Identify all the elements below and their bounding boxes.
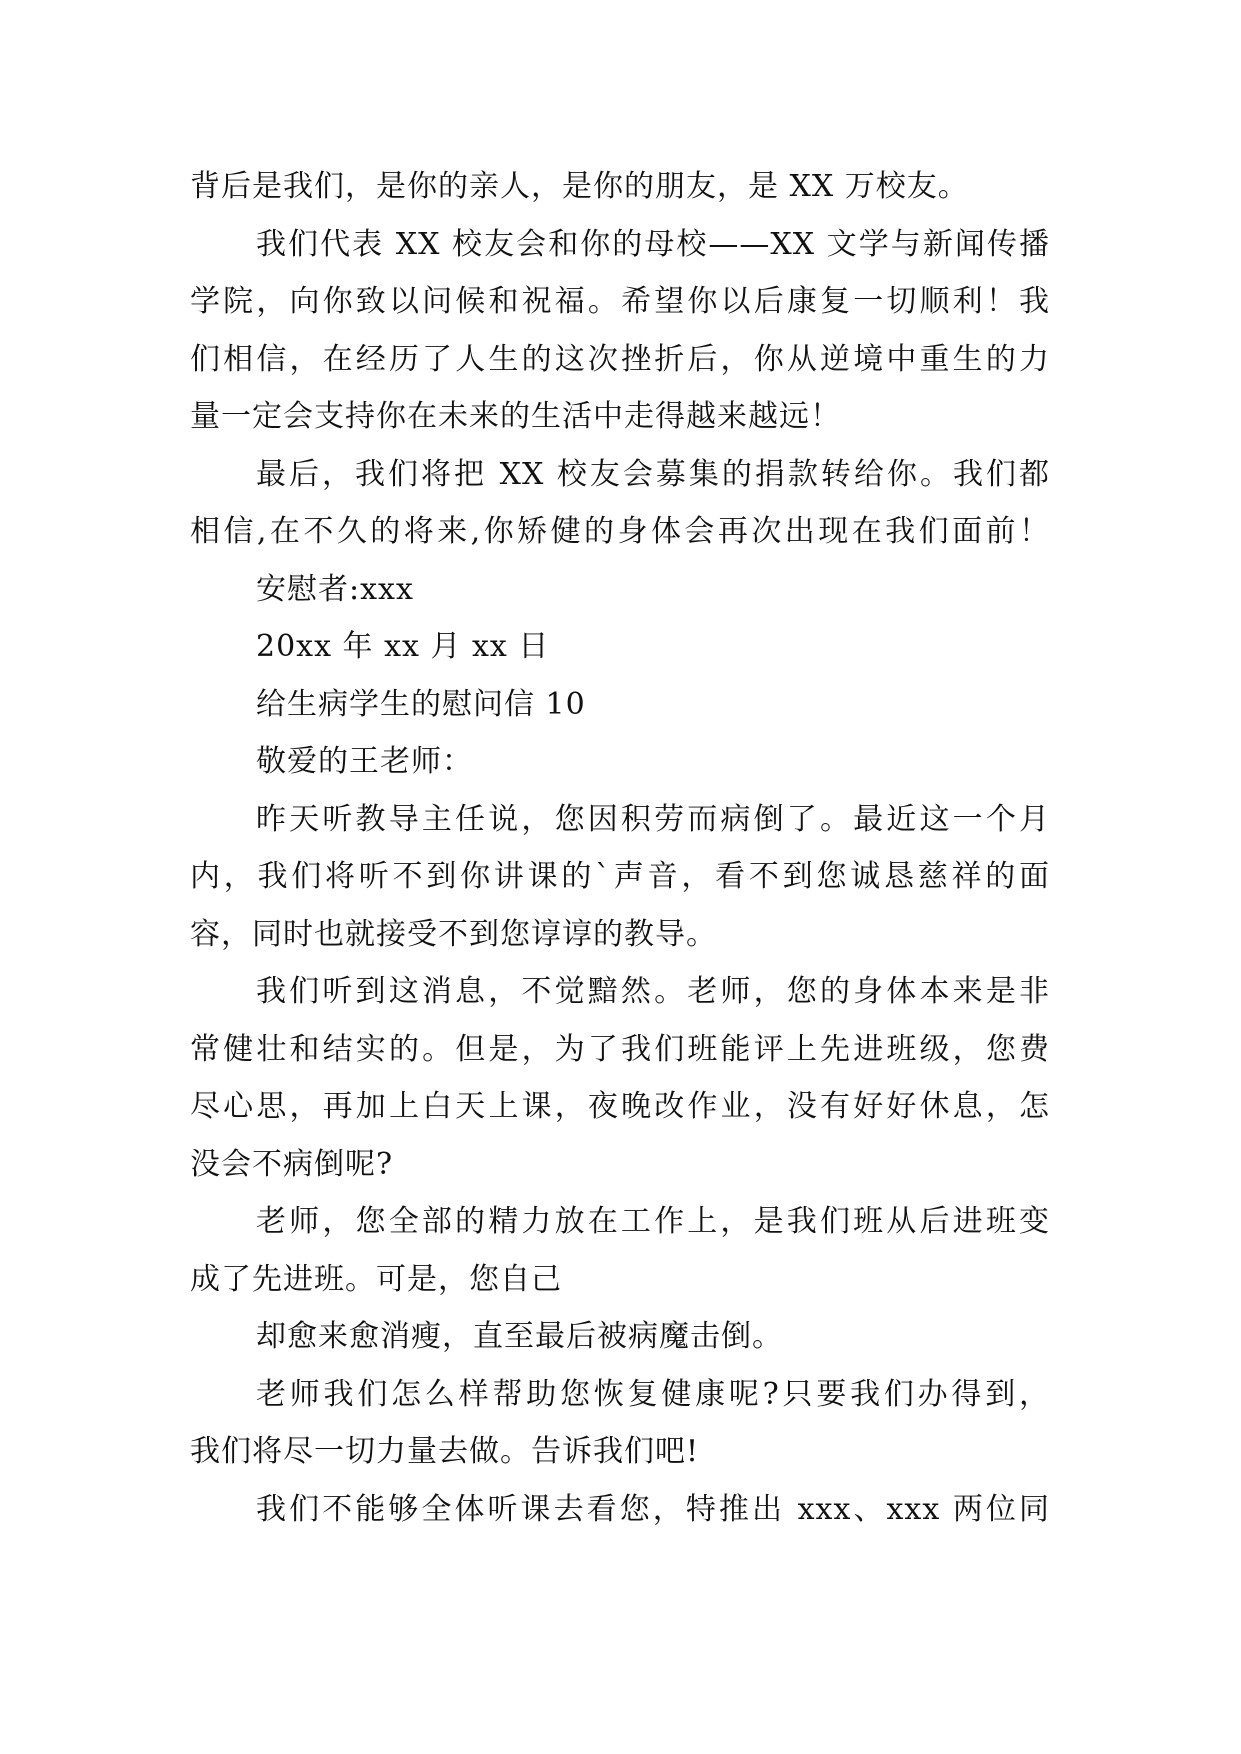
text-line: 我们代表 XX 校友会和你的母校——XX 文学与新闻传播 bbox=[256, 226, 1050, 262]
text-line: 量一定会支持你在未来的生活中走得越来越远！ bbox=[190, 399, 841, 434]
text-line: 老师我们怎么样帮助您恢复健康呢?只要我们办得到， bbox=[256, 1376, 1050, 1412]
text-line: 我们听到这消息，不觉黯然。老师，您的身体本来是非 bbox=[256, 974, 1050, 1009]
text-line: 内，我们将听不到你讲课的`声音，看不到您诚恳慈祥的面 bbox=[190, 859, 1050, 894]
text-line: 20xx 年 xx 月 xx 日 bbox=[256, 629, 550, 664]
text-line: 没会不病倒呢? bbox=[190, 1146, 394, 1182]
text-line: 容，同时也就接受不到您谆谆的教导。 bbox=[190, 916, 717, 952]
text-line: 相信,在不久的将来,你矫健的身体会再次出现在我们面前！ bbox=[190, 514, 1050, 549]
text-line: 安慰者:xxx bbox=[256, 571, 414, 607]
text-line: 们相信，在经历了人生的这次挫折后，你从逆境中重生的力 bbox=[190, 341, 1050, 377]
text-line: 学院，向你致以问候和祝福。希望你以后康复一切顺利！我 bbox=[190, 284, 1050, 319]
text-line: 昨天听教导主任说，您因积劳而病倒了。最近这一个月 bbox=[256, 801, 1050, 837]
text-line: 我们不能够全体听课去看您，特推出 xxx、xxx 两位同 bbox=[256, 1491, 1050, 1527]
text-line: 却愈来愈消瘦，直至最后被病魔击倒。 bbox=[256, 1319, 783, 1354]
text-line: 敬爱的王老师： bbox=[256, 744, 473, 779]
text-line: 我们将尽一切力量去做。告诉我们吧! bbox=[190, 1434, 700, 1469]
text-line: 给生病学生的慰问信 10 bbox=[256, 686, 586, 722]
text-line: 常健壮和结实的。但是，为了我们班能评上先进班级，您费 bbox=[190, 1031, 1050, 1067]
letter-body bbox=[190, 158, 1050, 1538]
text-line: 老师，您全部的精力放在工作上，是我们班从后进班变 bbox=[256, 1204, 1050, 1239]
text-line: 最后，我们将把 XX 校友会募集的捐款转给你。我们都 bbox=[256, 456, 1050, 492]
text-line: 尽心思，再加上白天上课，夜晚改作业，没有好好休息，怎 bbox=[190, 1089, 1050, 1124]
text-line: 成了先进班。可是，您自己 bbox=[190, 1261, 562, 1297]
text-line: 背后是我们，是你的亲人，是你的朋友，是 XX 万校友。 bbox=[190, 169, 969, 204]
